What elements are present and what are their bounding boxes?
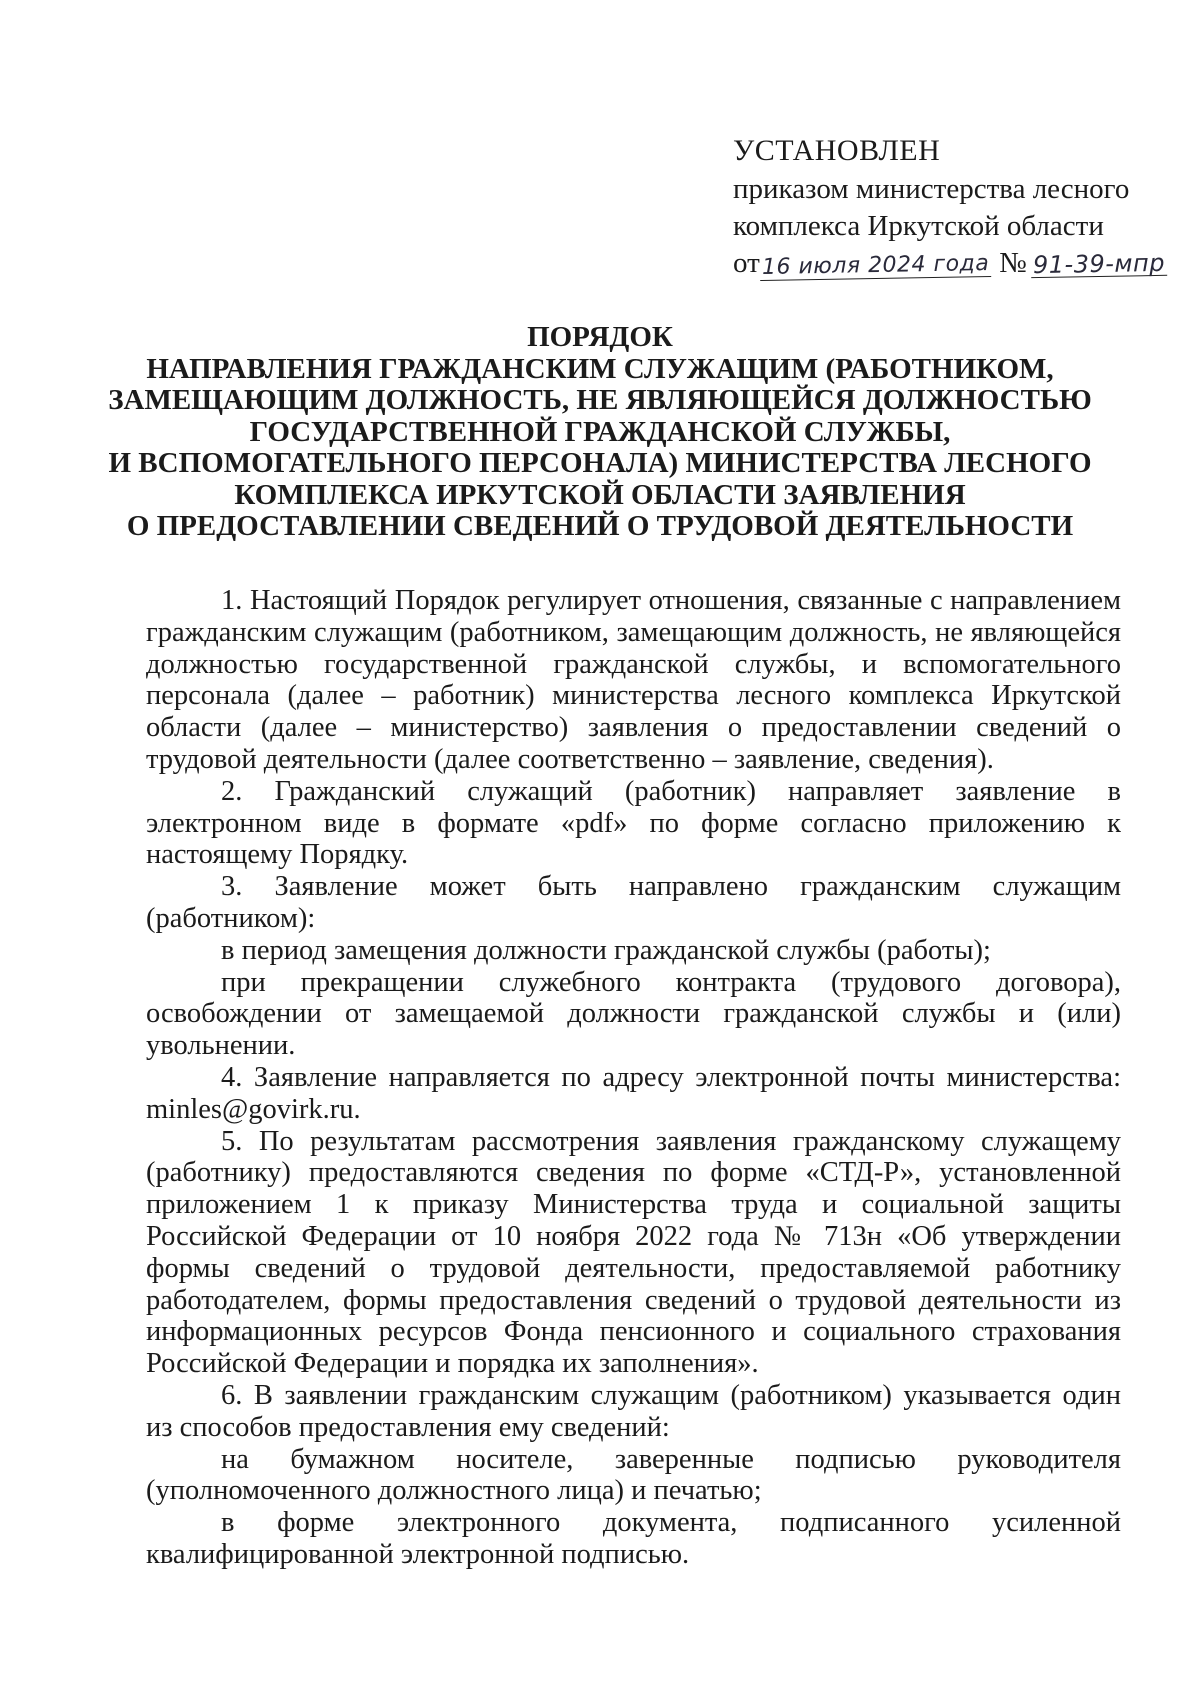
approval-line-1: приказом министерства лесного	[733, 173, 1130, 205]
paragraph-6-item-1: на бумажном носителе, заверенные подписью руководителя (уполномоченного должностного лица) и печатью;	[146, 1443, 1121, 1507]
title-line: ПОРЯДОК	[527, 321, 673, 353]
paragraph-3-item-2: при прекращении служебного контракта (трудового договора), освобождении от замещаемой должности гражданской службы и (или) увольнении.	[146, 966, 1121, 1062]
handwritten-order-number: 91-39-мпр	[1032, 248, 1165, 280]
approval-line-2: комплекса Иркутской области	[733, 210, 1104, 242]
paragraph-1: 1. Настоящий Порядок регулирует отношения, связанные с направлением гражданским служащим (работником, замещающим должность, не являющейся должностью государственной гражданской службы, и вспомогательного персонала (далее – работник) министерства лесного комплекса Иркутской области (далее – министерство) заявления о предоставлении сведений о трудовой деятельности (далее соответственно – заявление, сведения).	[146, 585, 1121, 775]
title-line: И ВСПОМОГАТЕЛЬНОГО ПЕРСОНАЛА) МИНИСТЕРСТВА ЛЕСНОГО	[108, 447, 1092, 479]
paragraph-6: 6. В заявлении гражданским служащим (работником) указывается один из способов предоставления ему сведений:	[146, 1379, 1121, 1443]
approval-block	[733, 132, 1173, 282]
approval-date-number-line	[733, 245, 1173, 282]
title-line: ГОСУДАРСТВЕННОЙ ГРАЖДАНСКОЙ СЛУЖБЫ,	[249, 415, 951, 448]
approval-number-label: №	[999, 247, 1027, 279]
paragraph-2: 2. Гражданский служащий (работник) направляет заявление в электронном виде в формате «pdf» по форме согласно приложению к настоящему Порядку.	[146, 775, 1121, 871]
title-line: О ПРЕДОСТАВЛЕНИИ СВЕДЕНИЙ О ТРУДОВОЙ ДЕЯТЕЛЬНОСТИ	[126, 510, 1074, 542]
title-line: ЗАМЕЩАЮЩИМ ДОЛЖНОСТЬ, НЕ ЯВЛЯЮЩЕЙСЯ ДОЛЖНОСТЬЮ	[108, 384, 1092, 416]
approval-title: УСТАНОВЛЕН	[733, 134, 941, 167]
paragraph-5: 5. По результатам рассмотрения заявления гражданскому служащему (работнику) предоставляются сведения по форме «СТД-Р», установленной приложением 1 к приказу Министерства труда и социальной защиты Российской Федерации от 10 ноября 2022 года № 713н «Об утверждении формы сведений о трудовой деятельности, предоставляемой работнику работодателем, формы предоставления сведений о трудовой деятельности из информационных ресурсов Фонда пенсионного и социального страхования Российской Федерации и порядка их заполнения».	[146, 1125, 1121, 1380]
paragraph-6-item-2: в форме электронного документа, подписанного усиленной квалифицированной электронной подписью.	[146, 1507, 1121, 1570]
document-body	[146, 585, 1121, 1571]
approval-from-label: от	[733, 247, 760, 279]
paragraph-4: 4. Заявление направляется по адресу электронной почты министерства: minles@govirk.ru.	[146, 1061, 1121, 1125]
handwritten-date: 16 июля 2024 года	[760, 252, 992, 281]
title-line: НАПРАВЛЕНИЯ ГРАЖДАНСКИМ СЛУЖАЩИМ (РАБОТНИКОМ,	[146, 352, 1054, 385]
title-line: КОМПЛЕКСА ИРКУТСКОЙ ОБЛАСТИ ЗАЯВЛЕНИЯ	[234, 478, 966, 511]
document-title	[100, 322, 1100, 543]
paragraph-3: 3. Заявление может быть направлено гражданским служащим (работником):	[146, 871, 1121, 934]
paragraph-3-item-1: в период замещения должности гражданской службы (работы);	[221, 934, 991, 966]
